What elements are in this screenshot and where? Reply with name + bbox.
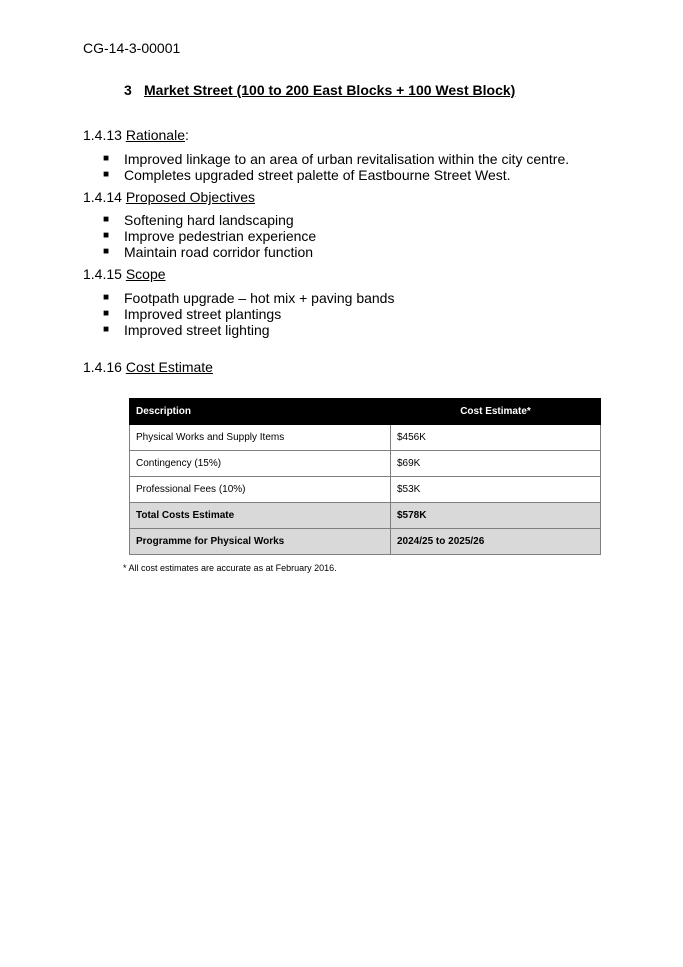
list-item xyxy=(103,244,316,260)
heading-label: Scope xyxy=(125,266,166,282)
table-footnote: * All cost estimates are accurate as at February 2016. xyxy=(123,563,337,573)
bullet-square-icon: ■ xyxy=(103,169,110,180)
table-cell: Professional Fees (10%) xyxy=(130,477,391,503)
heading-label: Rationale xyxy=(125,127,185,143)
list-item-text: Softening hard landscaping xyxy=(124,212,294,228)
heading-cost-estimate xyxy=(83,359,213,375)
list-item xyxy=(103,322,394,338)
table-row-total xyxy=(130,503,601,529)
list-item-text: Improved street lighting xyxy=(124,322,270,338)
table-cell: Total Costs Estimate xyxy=(130,503,391,529)
document-reference: CG-14-3-00001 xyxy=(83,40,181,56)
heading-number: 1.4.13 xyxy=(83,127,122,143)
list-item-text: Improved street plantings xyxy=(124,306,282,322)
list-item-text: Improve pedestrian experience xyxy=(124,228,317,244)
heading-label: Cost Estimate xyxy=(125,359,213,375)
table-row xyxy=(130,477,601,503)
bullet-square-icon: ■ xyxy=(103,230,110,241)
column-header-cost-estimate: Cost Estimate* xyxy=(391,399,601,425)
heading-number: 1.4.15 xyxy=(83,266,122,282)
list-item xyxy=(103,151,569,167)
heading-suffix: : xyxy=(184,127,189,143)
list-item-text: Maintain road corridor function xyxy=(124,244,314,260)
list-item xyxy=(103,228,316,244)
heading-number: 1.4.16 xyxy=(83,359,122,375)
table-cell: Contingency (15%) xyxy=(130,451,391,477)
heading-label: Proposed Objectives xyxy=(125,189,256,205)
list-item xyxy=(103,306,394,322)
list-item-text: Footpath upgrade – hot mix + paving bands xyxy=(124,290,395,306)
list-item-text: Improved linkage to an area of urban revitalisation within the city centre. xyxy=(124,151,570,167)
list-item xyxy=(103,290,394,306)
objectives-list xyxy=(103,212,316,260)
section-number: 3 xyxy=(124,82,132,98)
list-item-text: Completes upgraded street palette of Eastbourne Street West. xyxy=(124,167,511,183)
heading-proposed-objectives xyxy=(83,189,255,205)
list-item xyxy=(103,212,316,228)
bullet-square-icon: ■ xyxy=(103,246,110,257)
list-item xyxy=(103,167,569,183)
table-cell: 2024/25 to 2025/26 xyxy=(391,529,601,555)
scope-list xyxy=(103,290,394,338)
table-cell: Physical Works and Supply Items xyxy=(130,425,391,451)
bullet-square-icon: ■ xyxy=(103,308,110,319)
cost-estimate-table xyxy=(129,398,601,555)
heading-rationale xyxy=(83,127,189,143)
bullet-square-icon: ■ xyxy=(103,324,110,335)
table-cell: $456K xyxy=(391,425,601,451)
bullet-square-icon: ■ xyxy=(103,292,110,303)
bullet-square-icon: ■ xyxy=(103,214,110,225)
table-row xyxy=(130,425,601,451)
section-title xyxy=(124,82,515,98)
section-title-text: Market Street (100 to 200 East Blocks + 100 West Block) xyxy=(144,82,516,98)
table-cell: $53K xyxy=(391,477,601,503)
heading-scope xyxy=(83,266,166,282)
table-row-programme xyxy=(130,529,601,555)
bullet-square-icon: ■ xyxy=(103,153,110,164)
table-cell: $578K xyxy=(391,503,601,529)
table-cell: $69K xyxy=(391,451,601,477)
column-header-description: Description xyxy=(130,399,391,425)
table-row xyxy=(130,451,601,477)
rationale-list xyxy=(103,151,569,183)
table-header-row xyxy=(130,399,601,425)
table-cell: Programme for Physical Works xyxy=(130,529,391,555)
heading-number: 1.4.14 xyxy=(83,189,122,205)
